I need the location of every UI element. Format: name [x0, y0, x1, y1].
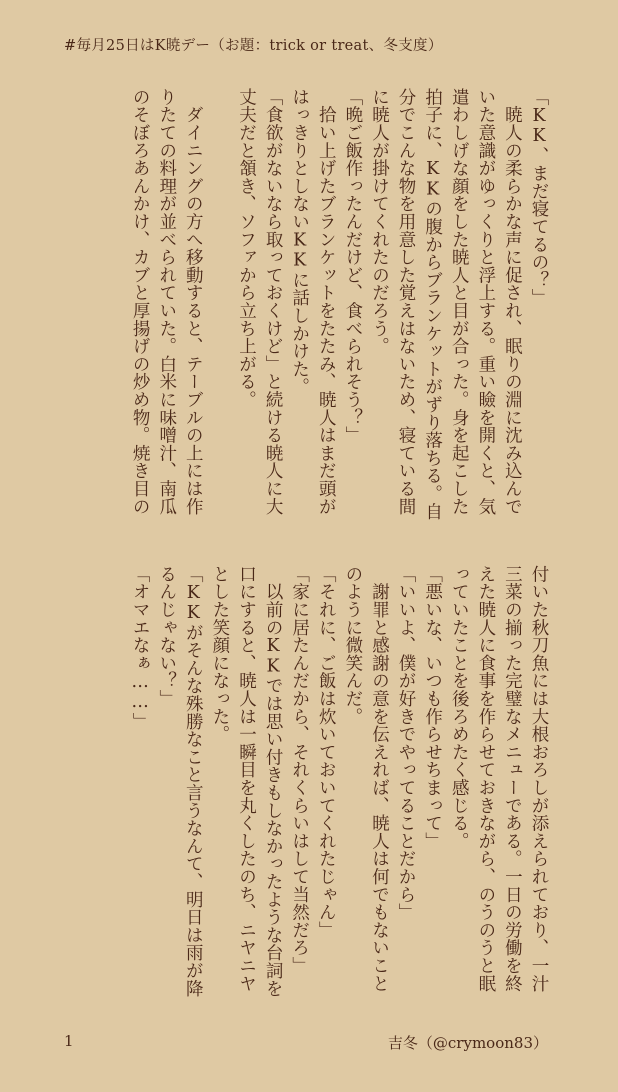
- page-header-title: #毎月25日はK暁デー（お題：trick or treat、冬支度）: [64, 38, 443, 54]
- body-text-upper-block: 「KK、まだ寝てるの？」 暁人の柔らかな声に促され、眠りの淵に沈み込んでいた意識がゆっくりと浮上する。重い瞼を開くと、気遣わしげな顔をした暁人と目が合った。身を起こした拍子に、KKの腹からブランケットがずり落ちる。自分でこんな物を用意した覚えはないため、寝ている間に暁人が掛けてくれたのだろう。 「晩ご飯作ったんだけど、食べられそう？」 拾い上げたブランケットをたたみ、暁人はまだ頭がはっきりとしないKKに話しかけた。 「食欲がないなら取っておくけど」と続ける暁人に大丈夫だと頷き、ソファから立ち上がる。 ダイニングの方へ移動すると、テーブルの上には作りたての料理が並べられていた。白米に味噌汁、南瓜のそぼろあんかけ、カブと厚揚げの炒め物。焼き目の: [130, 88, 549, 521]
- author-credit: 吉冬（@crymoon83）: [387, 1034, 548, 1052]
- body-text-lower-block: 付いた秋刀魚には大根おろしが添えられており、一汁三菜の揃った完璧なメニューである。一日の労働を終えた暁人に食事を作らせておきながら、のうのうと眠っていたことを後ろめたく感じる。 「悪いな、いつも作らせちまって」 「いいよ、僕が好きでやってることだから」 謝罪と感謝の意を伝えれば、暁人は何でもないことのように微笑んだ。 「それに、ご飯は炊いておいてくれたじゃん」 「家に居たんだから、それくらいはして当然だろ」 以前のKKでは思い付きもしなかったような台詞を口にすると、暁人は一瞬目を丸くしたのち、ニヤニヤとした笑顔になった。 「KKがそんな殊勝なこと言うなんて、明日は雨が降るんじゃない？」 「オマエなぁ……」: [130, 565, 549, 998]
- page-number: 1: [64, 1032, 74, 1050]
